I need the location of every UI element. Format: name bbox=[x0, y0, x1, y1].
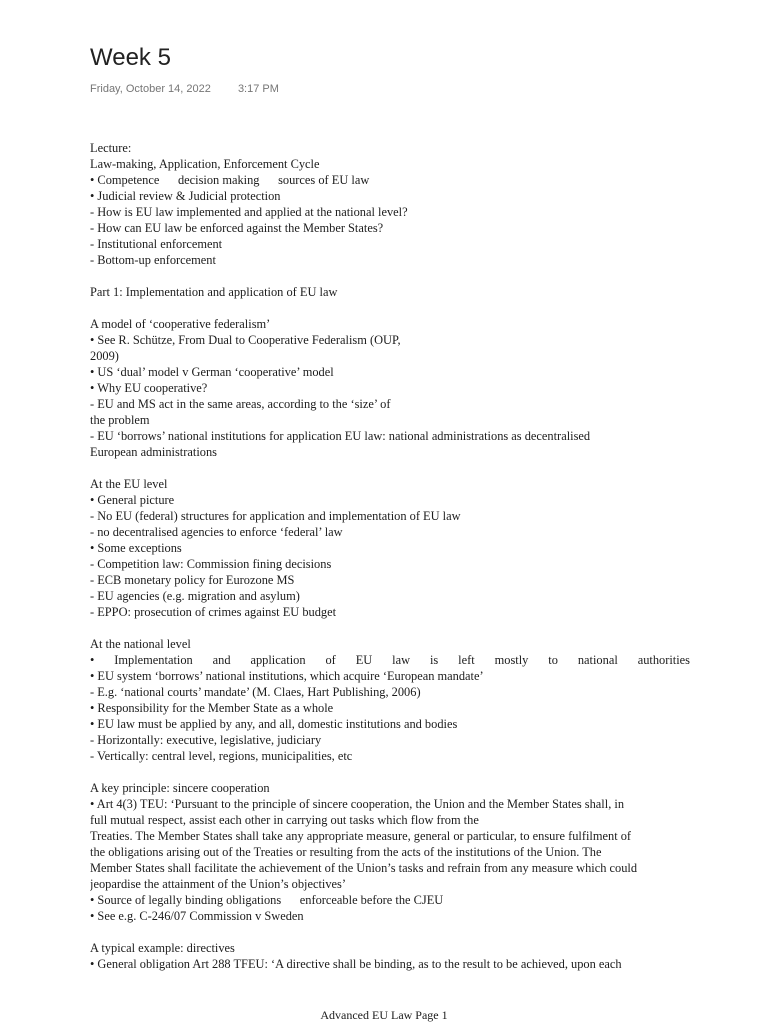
blank-line bbox=[90, 460, 690, 476]
note-line: • Why EU cooperative? bbox=[90, 381, 208, 395]
note-line: jeopardise the attainment of the Union’s objectives’ bbox=[90, 877, 346, 891]
note-line: full mutual respect, assist each other in carrying out tasks which flow from the bbox=[90, 813, 479, 827]
note-line: • General obligation Art 288 TFEU: ‘A directive shall be binding, as to the result to be achieved, upon each bbox=[90, 957, 622, 971]
note-line: European administrations bbox=[90, 445, 217, 459]
page-footer: Advanced EU Law Page 1 bbox=[320, 1008, 448, 1022]
note-line: - Competition law: Commission fining decisions bbox=[90, 557, 332, 571]
note-line: • US ‘dual’ model v German ‘cooperative’ model bbox=[90, 365, 334, 379]
note-line: - ECB monetary policy for Eurozone MS bbox=[90, 573, 295, 587]
note-metadata bbox=[90, 83, 279, 95]
note-line: 2009) bbox=[90, 349, 119, 363]
note-line: - EU ‘borrows’ national institutions for application EU law: national administrations as decentralised bbox=[90, 429, 591, 443]
note-line: - Vertically: central level, regions, municipalities, etc bbox=[90, 749, 353, 763]
blank-line bbox=[90, 620, 690, 636]
note-line: • Implementation and application of EU law is left mostly to national authorities bbox=[90, 653, 690, 667]
note-line: the obligations arising out of the Treaties or resulting from the acts of the institutions of the Union. The bbox=[90, 845, 602, 859]
note-line: - Bottom-up enforcement bbox=[90, 253, 216, 267]
note-line: • EU law must be applied by any, and all, domestic institutions and bodies bbox=[90, 717, 458, 731]
note-line: - How is EU law implemented and applied at the national level? bbox=[90, 205, 408, 219]
note-line: • Source of legally binding obligations enforceable before the CJEU bbox=[90, 893, 444, 907]
note-line: • EU system ‘borrows’ national institutions, which acquire ‘European mandate’ bbox=[90, 669, 484, 683]
note-line: Treaties. The Member States shall take any appropriate measure, general or particular, to ensure fulfilment of bbox=[90, 829, 632, 843]
note-line: A model of ‘cooperative federalism’ bbox=[90, 317, 271, 331]
note-line: - No EU (federal) structures for application and implementation of EU law bbox=[90, 509, 461, 523]
note-line: - Horizontally: executive, legislative, judiciary bbox=[90, 733, 322, 747]
note-line: - Institutional enforcement bbox=[90, 237, 223, 251]
blank-line bbox=[90, 764, 690, 780]
note-line: • Judicial review & Judicial protection bbox=[90, 189, 281, 203]
note-line: Law-making, Application, Enforcement Cycle bbox=[90, 157, 320, 171]
note-line: - E.g. ‘national courts’ mandate’ (M. Claes, Hart Publishing, 2006) bbox=[90, 685, 421, 699]
note-body bbox=[90, 140, 690, 972]
note-line: • Competence decision making sources of EU law bbox=[90, 173, 370, 187]
note-line: At the national level bbox=[90, 637, 191, 651]
note-line: • Responsibility for the Member State as a whole bbox=[90, 701, 334, 715]
page-title: Week 5 bbox=[90, 44, 171, 71]
note-line: - EU and MS act in the same areas, according to the ‘size’ of bbox=[90, 397, 391, 411]
note-line: • See e.g. C-246/07 Commission v Sweden bbox=[90, 909, 304, 923]
note-line: A key principle: sincere cooperation bbox=[90, 781, 270, 795]
note-line: • Art 4(3) TEU: ‘Pursuant to the principle of sincere cooperation, the Union and the Member States shall, in bbox=[90, 797, 625, 811]
note-line: Lecture: bbox=[90, 141, 132, 155]
note-line: At the EU level bbox=[90, 477, 168, 491]
note-line: • See R. Schütze, From Dual to Cooperative Federalism (OUP, bbox=[90, 333, 401, 347]
note-date: Friday, October 14, 2022 bbox=[90, 83, 211, 95]
note-line: • General picture bbox=[90, 493, 175, 507]
blank-line bbox=[90, 300, 690, 316]
note-line: - EU agencies (e.g. migration and asylum) bbox=[90, 589, 300, 603]
note-line: Part 1: Implementation and application of EU law bbox=[90, 285, 338, 299]
note-line: • Some exceptions bbox=[90, 541, 182, 555]
note-line: - no decentralised agencies to enforce ‘federal’ law bbox=[90, 525, 343, 539]
note-line: the problem bbox=[90, 413, 150, 427]
note-line: Member States shall facilitate the achievement of the Union’s tasks and refrain from any measure which could bbox=[90, 861, 638, 875]
blank-line bbox=[90, 924, 690, 940]
blank-line bbox=[90, 268, 690, 284]
note-line: A typical example: directives bbox=[90, 941, 235, 955]
note-line: - EPPO: prosecution of crimes against EU budget bbox=[90, 605, 337, 619]
note-line: - How can EU law be enforced against the Member States? bbox=[90, 221, 384, 235]
note-time: 3:17 PM bbox=[237, 83, 279, 95]
